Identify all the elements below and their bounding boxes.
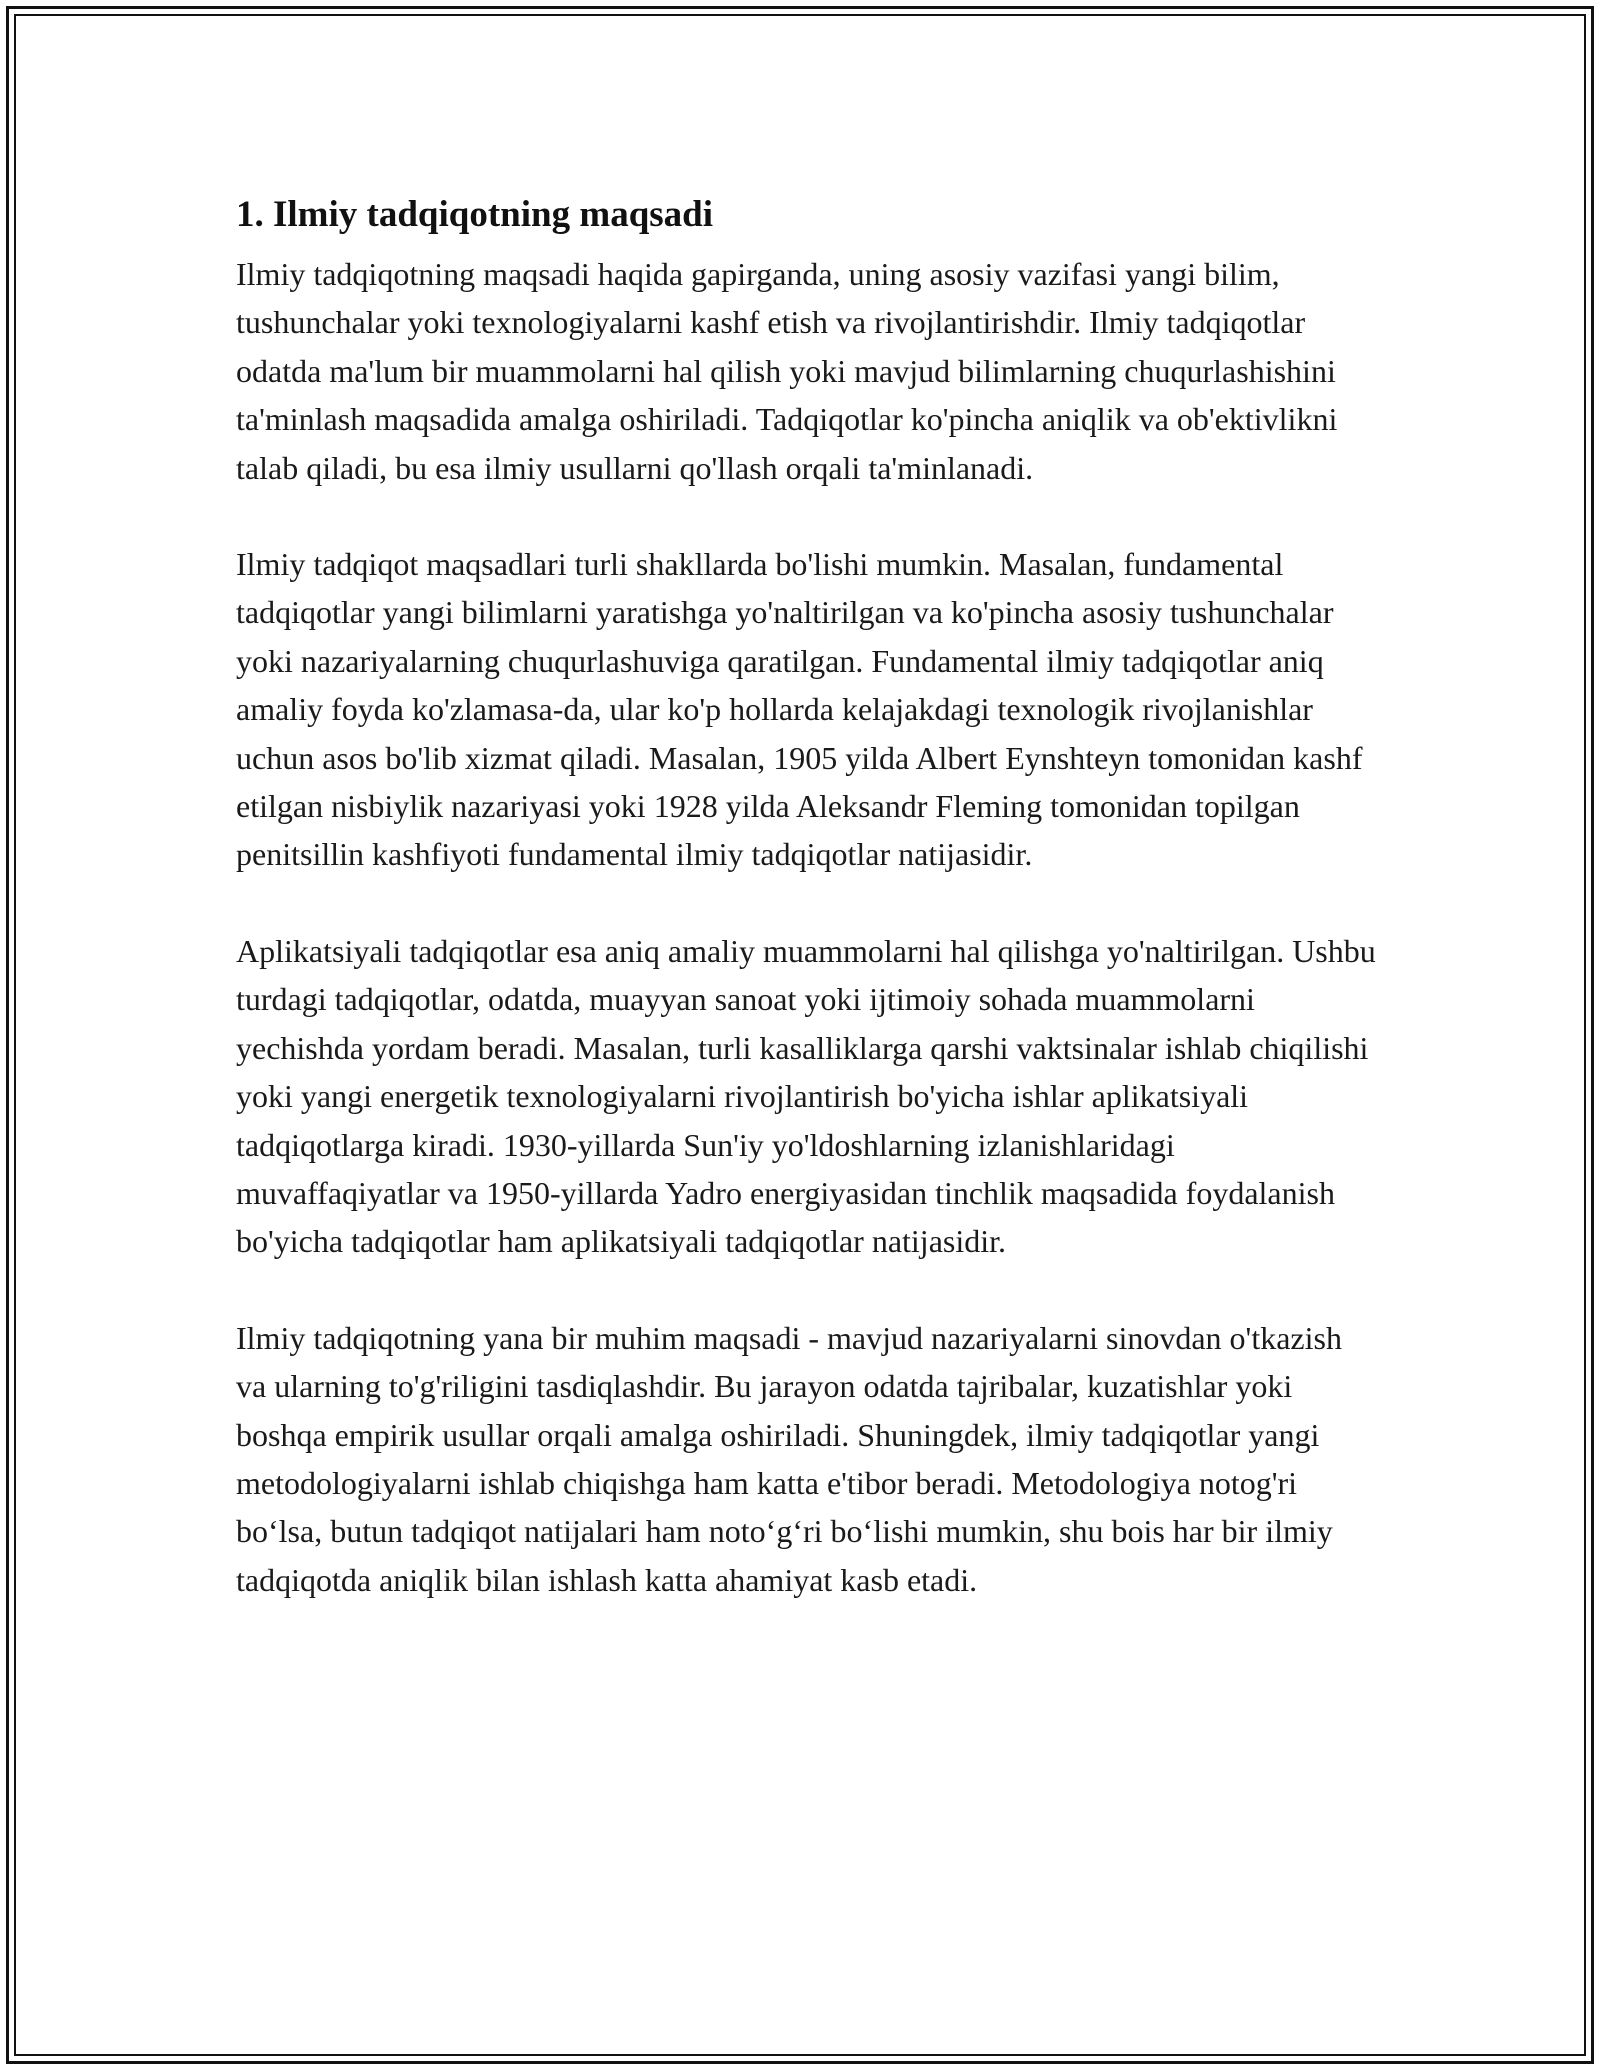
paragraph-theory-testing: Ilmiy tadqiqotning yana bir muhim maqsadi - mavjud nazariyalarni sinovdan o'tkazish va ularning to'g'riligini tasdiqlashdir. Bu jarayon odatda tajribalar, kuzatishlar yoki boshqa empirik usullar orqali amalga oshiriladi. Shuningdek, ilmiy tadqiqotlar yangi metodologiyalarni ishlab chiqishga ham katta e'tibor beradi. Metodologiya notog'ri bo‘lsa, butun tadqiqot natijalari ham noto‘g‘ri bo‘lishi mumkin, shu bois har bir ilmiy tadqiqotda aniqlik bilan ishlash katta ahamiyat kasb etadi.	[236, 1319, 1342, 1598]
paragraph-purpose: Ilmiy tadqiqotning maqsadi haqida gapirganda, uning asosiy vazifasi yangi bilim, tushunchalar yoki texnologiyalarni kashf etish va rivojlantirishdir. Ilmiy tadqiqotlar odatda ma'lum bir muammolarni hal qilish yoki mavjud bilimlarning chuqurlashishini ta'minlash maqsadida amalga oshiriladi. Tadqiqotlar ko'pincha aniqlik va ob'ektivlikni talab qiladi, bu esa ilmiy usullarni qo'llash orqali ta'minlanadi.	[236, 256, 1338, 486]
paragraph-fundamental-research: Ilmiy tadqiqot maqsadlari turli shakllarda bo'lishi mumkin. Masalan, fundamental tadqiqotlar yangi bilimlarni yaratishga yo'naltirilgan va ko'pincha asosiy tushunchalar yoki nazariyalarning chuqurlashuviga qaratilgan. Fundamental ilmiy tadqiqotlar aniq amaliy foyda ko'zlamasa-da, ular ko'p hollarda kelajakdagi texnologik rivojlanishlar uchun asos bo'lib xizmat qiladi. Masalan, 1905 yilda Albert Eynshteyn tomonidan kashf etilgan nisbiylik nazariyasi yoki 1928 yilda Aleksandr Fleming tomonidan topilgan penitsillin kashfiyoti fundamental ilmiy tadqiqotlar natijasidir.	[236, 546, 1363, 873]
section-heading: 1. Ilmiy tadqiqotning maqsadi	[236, 194, 714, 235]
document-body	[236, 180, 1376, 1604]
paragraph-applied-research: Aplikatsiyali tadqiqotlar esa aniq amaliy muammolarni hal qilishga yo'naltirilgan. Ushbu turdagi tadqiqotlar, odatda, muayyan sanoat yoki ijtimoiy sohada muammolarni yechishda yordam beradi. Masalan, turli kasalliklarga qarshi vaktsinalar ishlab chiqilishi yoki yangi energetik texnologiyalarni rivojlantirish bo'yicha ishlar aplikatsiyali tadqiqotlarga kiradi. 1930-yillarda Sun'iy yo'ldoshlarning izlanishlaridagi muvaffaqiyatlar va 1950-yillarda Yadro energiyasidan tinchlik maqsadida foydalanish bo'yicha tadqiqotlar ham aplikatsiyali tadqiqotlar natijasidir.	[236, 932, 1376, 1260]
